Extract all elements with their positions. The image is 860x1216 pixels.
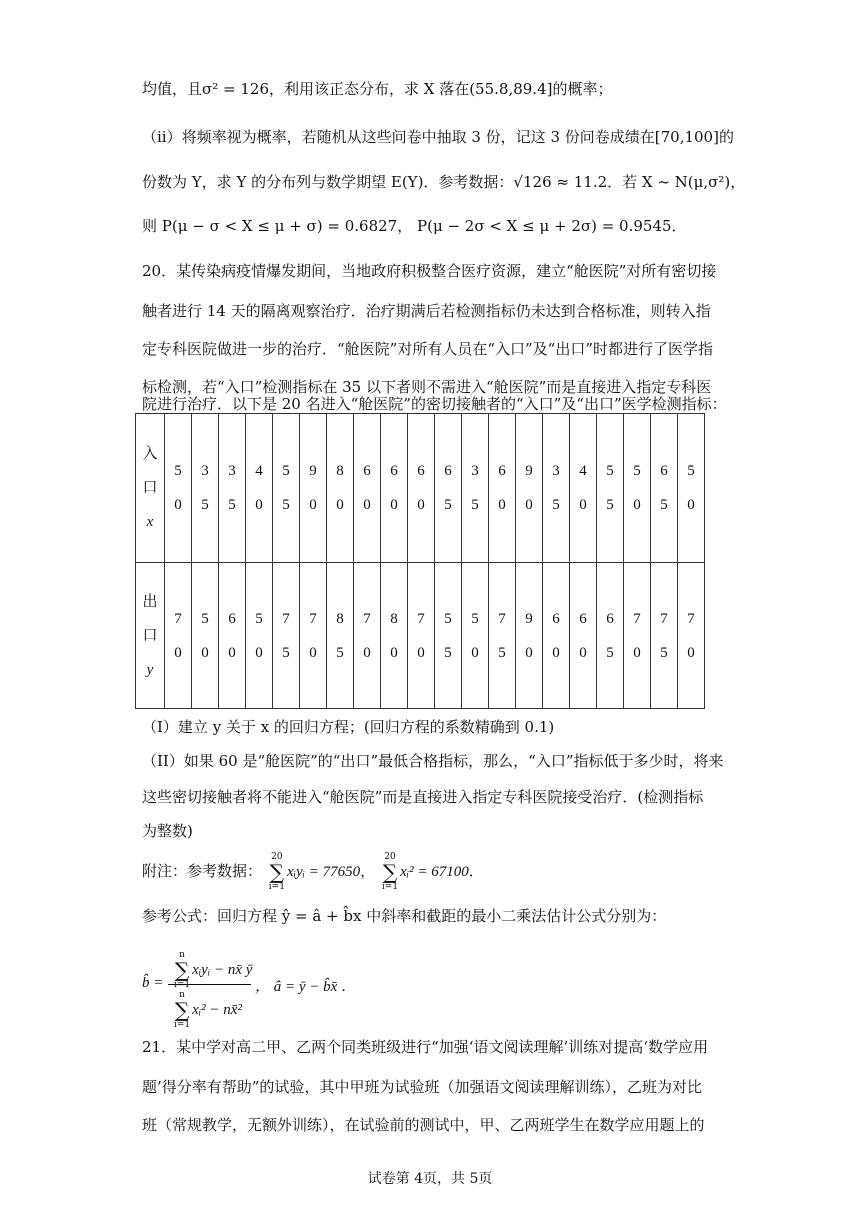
table-cell-x: 60: [381, 414, 408, 563]
table-cell-x: 55: [273, 414, 300, 563]
table-cell-y: 85: [327, 563, 354, 709]
table-cell-y: 90: [516, 563, 543, 709]
table-cell-y: 70: [678, 563, 705, 709]
table-cell-y: 60: [570, 563, 597, 709]
table-cell-y: 70: [408, 563, 435, 709]
q20-intro-line: 定专科医院做进一步的治疗．“舱医院”对所有人员在“入口”及“出口”时都进行了医学指: [142, 340, 714, 358]
table-cell-y: 65: [597, 563, 624, 709]
formula-intro: 参考公式：回归方程 ŷ = â + b̂x 中斜率和截距的最小二乘法估计公式分别为：: [142, 907, 667, 925]
table-cell-y: 50: [462, 563, 489, 709]
table-cell-x: 55: [597, 414, 624, 563]
table-cell-x: 35: [543, 414, 570, 563]
table-cell-x: 80: [327, 414, 354, 563]
table-cell-y: 80: [381, 563, 408, 709]
table-cell-y: 70: [354, 563, 381, 709]
table-cell-y: 60: [219, 563, 246, 709]
table-cell-y: 75: [651, 563, 678, 709]
table-cell-y: 50: [246, 563, 273, 709]
sum-symbol: 20 ∑ i=1: [381, 852, 399, 892]
q19-line-4: 则 P(μ − σ < X ≤ μ + σ) = 0.6827， P(μ − 2σ < X ≤ μ + 2σ) = 0.9545．: [142, 217, 687, 235]
table-cell-x: 35: [219, 414, 246, 563]
table-cell-x: 65: [651, 414, 678, 563]
table-cell-x: 50: [624, 414, 651, 563]
table-cell-y: 70: [624, 563, 651, 709]
q21-line: 班（常规教学，无额外训练），在试验前的测试中，甲、乙两班学生在数学应用题上的: [142, 1116, 705, 1134]
table-cell-y: 75: [273, 563, 300, 709]
q20-part-2-line: （II）如果 60 是“舱医院”的“出口”最低合格指标，那么，“入口”指标低于多少时，将来: [142, 752, 724, 770]
table-cell-y: 60: [543, 563, 570, 709]
q21-line: 21．某中学对高二甲、乙两个同类班级进行“加强‘语文阅读理解’训练对提高‘数学应用: [142, 1038, 709, 1056]
q20-part-2-line: 为整数): [142, 822, 193, 840]
table-row-x: [136, 414, 705, 563]
table-cell-x: 50: [165, 414, 192, 563]
b-hat-label: b̂ =: [142, 975, 164, 991]
reference-data: 附注：参考数据： 20 ∑ i=1 xᵢyᵢ = 77650， 20 ∑ i=1 xᵢ² = 67100．: [142, 852, 484, 892]
a-hat-formula: ， â = ȳ − b̂x̄ ．: [255, 979, 357, 995]
table-cell-x: 35: [192, 414, 219, 563]
table-cell-y: 75: [489, 563, 516, 709]
q19-line-2: （ii）将频率视为概率，若随机从这些问卷中抽取 3 份，记这 3 份问卷成绩在[70,100]的: [142, 128, 734, 146]
q20-part-2-line: 这些密切接触者将不能进入“舱医院”而是直接进入指定专科医院接受治疗．(检测指标: [142, 788, 704, 806]
q19-line-1: 均值，且σ² = 126，利用该正态分布，求 X 落在(55.8,89.4]的概率；: [142, 80, 613, 98]
table-cell-x: 65: [435, 414, 462, 563]
row-header-x: 入 口 x: [136, 414, 165, 563]
q20-intro-line: 触者进行 14 天的隔离观察治疗．治疗期满后若检测指标仍未达到合格标准，则转入指: [142, 302, 711, 320]
table-cell-x: 60: [489, 414, 516, 563]
sum-symbol: n ∑ i=1: [174, 990, 191, 1030]
q20-intro-line: 院进行治疗．以下是 20 名进入“舱医院”的密切接触者的“入口”及“出口”医学检测指标：: [142, 395, 727, 413]
table-cell-x: 40: [246, 414, 273, 563]
table-cell-y: 70: [165, 563, 192, 709]
sum-symbol: 20 ∑ i=1: [268, 852, 285, 892]
numerator: n ∑ i=1 xᵢyᵢ − nx̄ ȳ: [174, 950, 253, 990]
table-cell-x: 50: [678, 414, 705, 563]
table-cell-x: 90: [516, 414, 543, 563]
sum-symbol: n ∑ i=1: [174, 950, 191, 990]
table-row-y: [136, 563, 705, 709]
table-cell-x: 60: [408, 414, 435, 563]
q19-line-3: 份数为 Y，求 Y 的分布列与数学期望 E(Y)．参考数据：√126 ≈ 11.2．若 X ~ N(μ,σ²)，: [142, 173, 746, 191]
q21-line: 题’得分率有帮助”的试验，其中甲班为试验班（加强语文阅读理解训练），乙班为对比: [142, 1078, 702, 1096]
q20-intro-line: 标检测，若“入口”检测指标在 35 以下者则不需进入“舱医院”而是直接进入指定专科医: [142, 378, 712, 396]
table-cell-x: 40: [570, 414, 597, 563]
page-footer: 试卷第 4页，共 5页: [367, 1171, 493, 1187]
denominator: n ∑ i=1 xᵢ² − nx̄²: [174, 990, 242, 1030]
table-cell-x: 35: [462, 414, 489, 563]
data-table: [135, 413, 705, 709]
q20-part-1: （I）建立 y 关于 x 的回归方程；(回归方程的系数精确到 0.1): [142, 718, 555, 736]
table-cell-y: 70: [300, 563, 327, 709]
table-cell-x: 90: [300, 414, 327, 563]
table-cell-y: 55: [435, 563, 462, 709]
table-cell-y: 50: [192, 563, 219, 709]
table-cell-x: 60: [354, 414, 381, 563]
fraction-bar: [168, 984, 251, 985]
row-header-y: 出 口 y: [136, 563, 165, 709]
q20-intro-line: 20．某传染病疫情爆发期间，当地政府积极整合医疗资源，建立“舱医院”对所有密切接: [142, 262, 717, 280]
